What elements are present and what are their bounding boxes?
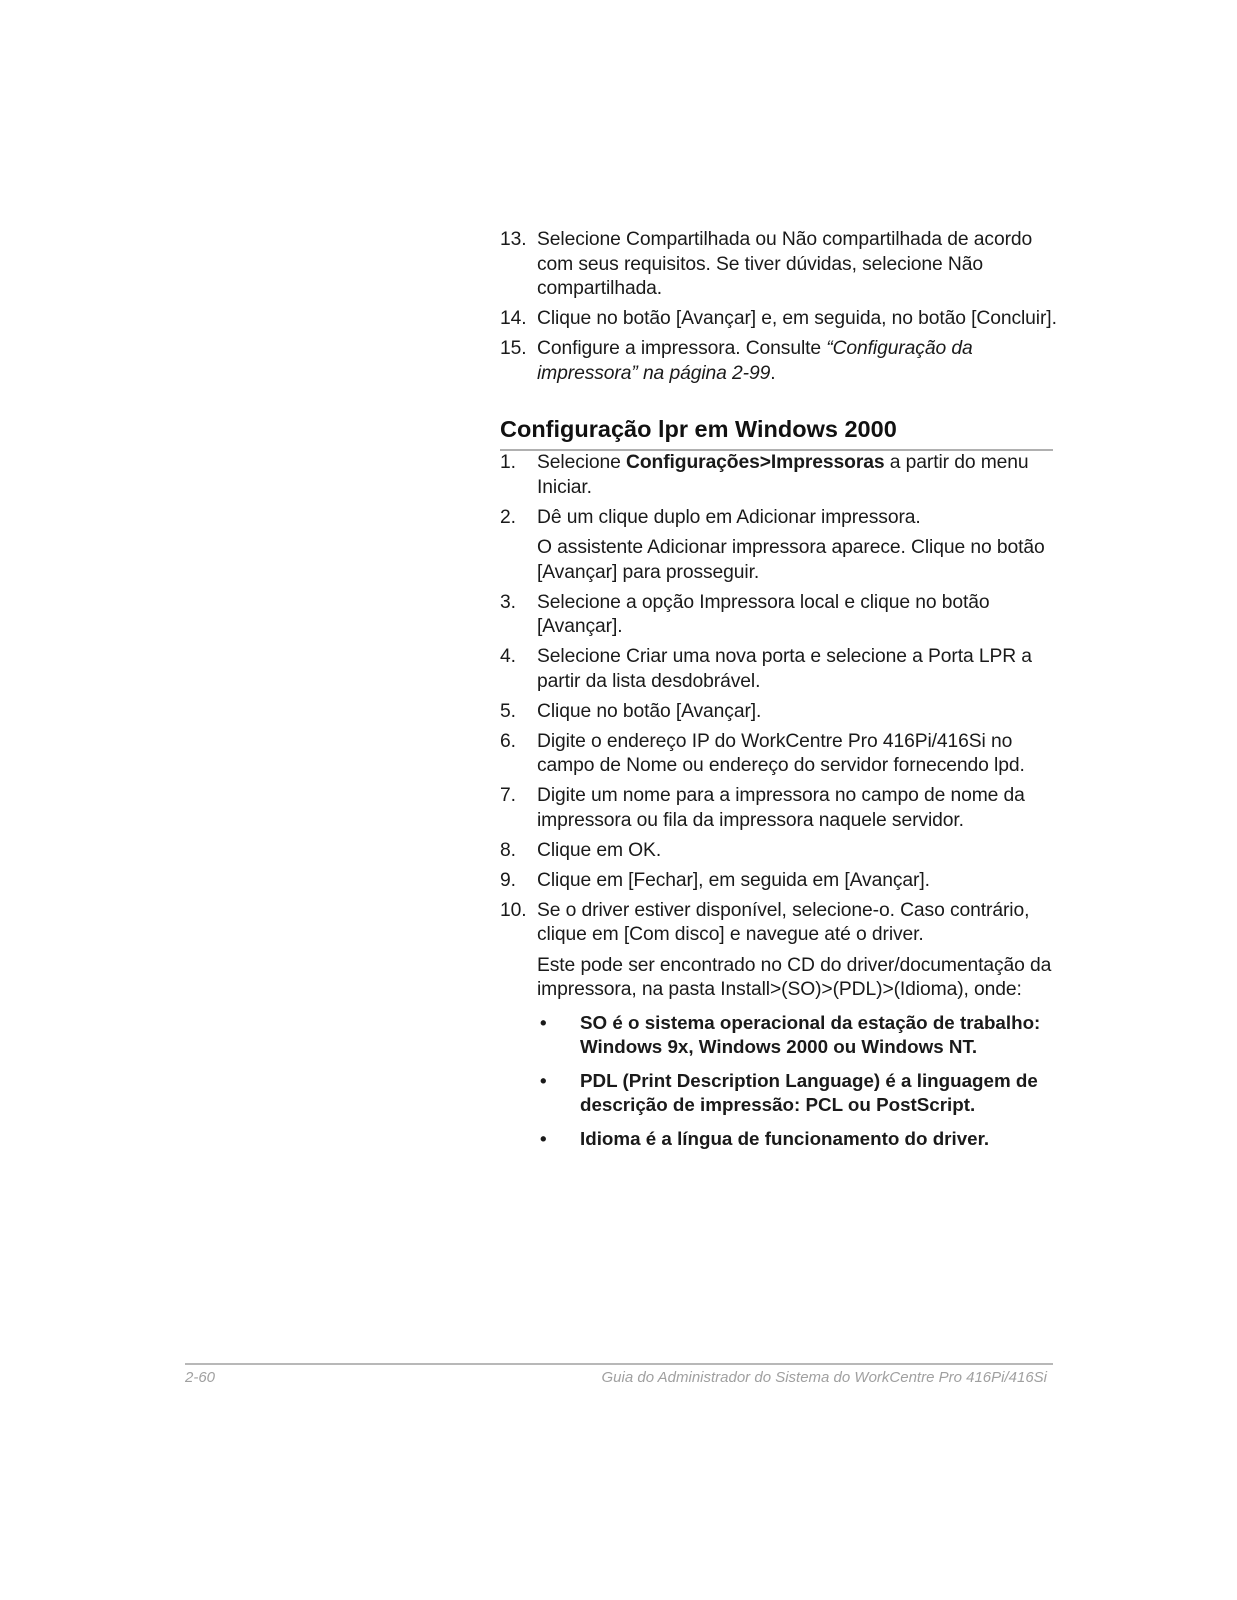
footer-divider: [185, 1363, 1053, 1365]
step-number: 13.: [500, 229, 527, 250]
step-text: Se o driver estiver disponível, selecione-o. Caso contrário, clique em [Com disco] e navegue até o driver.: [537, 899, 1030, 945]
step-number: 3.: [500, 591, 516, 613]
list-item: [500, 591, 1060, 640]
step-number: 9.: [500, 869, 516, 891]
step-text: Configure a impressora. Consulte: [537, 338, 827, 359]
list-item: [500, 899, 1060, 1003]
list-item: [500, 307, 1060, 332]
page-content: [500, 228, 1060, 1161]
bullet-icon: •: [540, 1011, 547, 1033]
step-number: 10.: [500, 899, 527, 921]
list-item: [500, 700, 1060, 725]
menu-path: Configurações>Impressoras: [626, 452, 885, 473]
step-number: 8.: [500, 839, 516, 861]
step-number: 7.: [500, 785, 516, 806]
cross-reference-link[interactable]: “Configuração da impressora” na página 2-99: [537, 338, 973, 384]
step-text: Digite o endereço IP do WorkCentre Pro 416Pi/416Si no campo de Nome ou endereço do servidor fornecendo lpd.: [537, 730, 1025, 776]
step-number: 6.: [500, 730, 516, 752]
step-text: Selecione Criar uma nova porta e selecione a Porta LPR a partir da lista desdobrável.: [537, 646, 1032, 692]
step-text-end: a partir do menu Iniciar.: [537, 452, 1029, 498]
step-text: Selecione Compartilhada ou Não compartilhada de acordo com seus requisitos. Se tiver dúvidas, selecione Não compartilhada.: [537, 229, 1033, 299]
continued-step-list: [500, 228, 1060, 386]
bullet-list: [500, 1011, 1060, 1151]
list-item: [500, 839, 1060, 864]
step-text: Clique no botão [Avançar].: [537, 700, 762, 722]
list-item: [500, 506, 1060, 586]
bullet-text: PDL (Print Description Language) é a linguagem de descrição de impressão: PCL ou PostScript.: [580, 1069, 1038, 1115]
step-text: Selecione a opção Impressora local e clique no botão [Avançar].: [537, 591, 990, 637]
step-text: Clique no botão [Avançar] e, em seguida, no botão [Concluir].: [537, 308, 1057, 329]
list-item: [500, 730, 1060, 779]
step-number: 15.: [500, 338, 527, 359]
section-heading: Configuração lpr em Windows 2000: [500, 416, 1053, 451]
step-number: 5.: [500, 700, 516, 722]
step-text-end: .: [770, 362, 776, 384]
step-text: Digite um nome para a impressora no campo de nome da impressora ou fila da impressora naquele servidor.: [537, 785, 1025, 831]
step-text: Clique em [Fechar], em seguida em [Avançar].: [537, 869, 930, 891]
bullet-text: SO é o sistema operacional da estação de trabalho: Windows 9x, Windows 2000 ou Windows NT.: [580, 1011, 1041, 1057]
bullet-item: [500, 1069, 1060, 1117]
step-number: 14.: [500, 308, 527, 329]
page-number: 2-60: [185, 1369, 216, 1386]
bullet-icon: •: [540, 1127, 547, 1149]
bullet-icon: •: [540, 1069, 547, 1091]
step-number: 1.: [500, 452, 516, 473]
bullet-text: Idioma é a língua de funcionamento do driver.: [580, 1127, 990, 1149]
step-number: 4.: [500, 646, 516, 667]
bullet-item: [500, 1011, 1060, 1059]
list-item: [500, 337, 1060, 386]
bullet-item: [500, 1127, 1060, 1151]
list-item: [500, 451, 1060, 500]
step-text: Clique em OK.: [537, 839, 662, 861]
list-item: [500, 228, 1060, 302]
step-text: Dê um clique duplo em Adicionar impressora.: [537, 506, 921, 528]
step-number: 2.: [500, 506, 516, 528]
step-note: O assistente Adicionar impressora aparece. Clique no botão [Avançar] para prosseguir.: [537, 537, 1045, 583]
footer-guide-title: Guia do Administrador do Sistema do WorkCentre Pro 416Pi/416Si: [601, 1369, 1047, 1386]
step-text: Selecione: [537, 452, 627, 473]
step-note: Este pode ser encontrado no CD do driver/documentação da impressora, na pasta Install>(SO)>(PDL)>(Idioma), onde:: [537, 954, 1052, 1000]
step-list: [500, 451, 1060, 1003]
list-item: [500, 784, 1060, 833]
list-item: [500, 645, 1060, 694]
list-item: [500, 869, 1060, 894]
